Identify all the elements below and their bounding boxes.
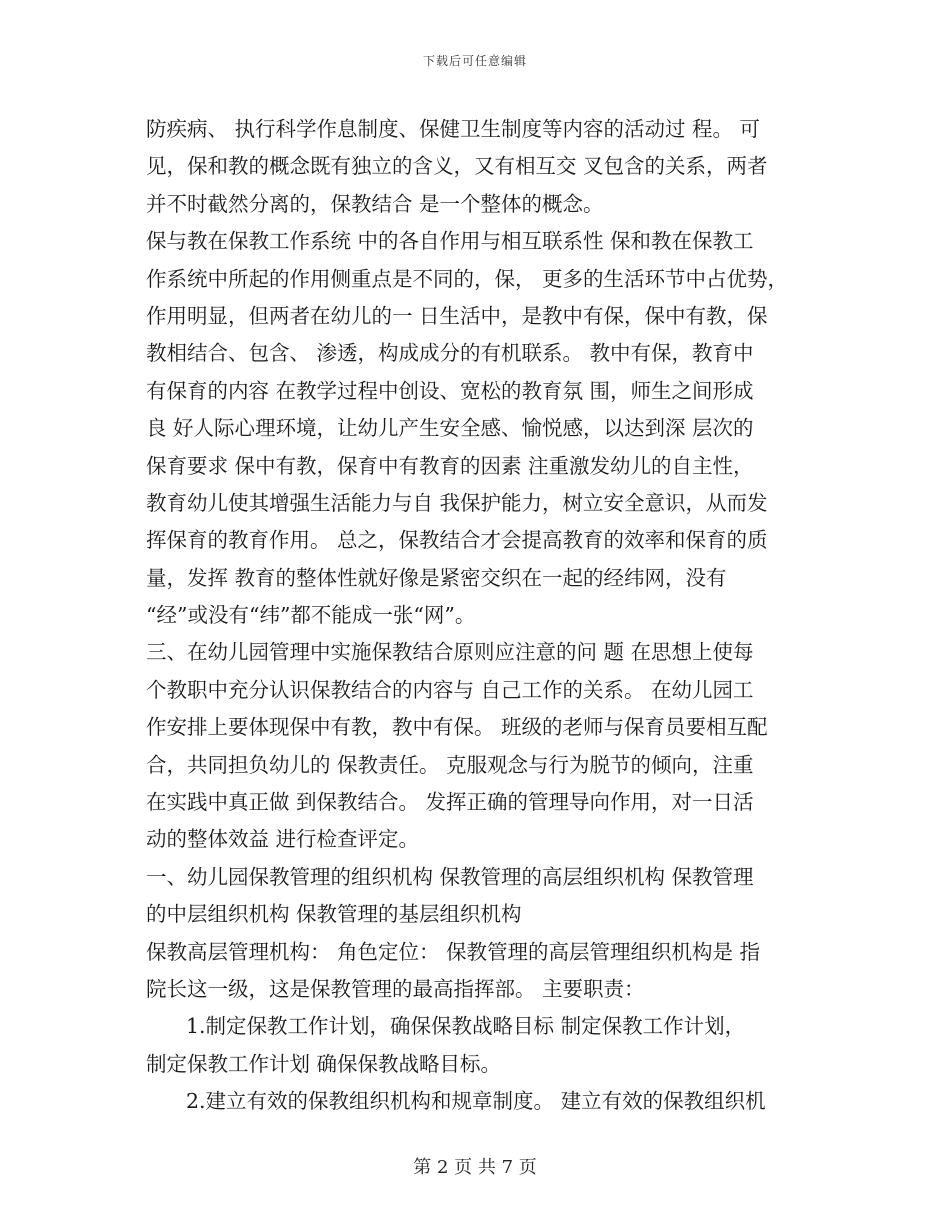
text-line: 保教高层管理机构： 角色定位： 保教管理的高层管理组织机构是 指 (146, 939, 761, 964)
text-line: 防疾病、 执行科学作息制度、保健卫生制度等内容的活动过 程。 可 (146, 117, 761, 141)
text-line: 保与教在保教工作系统 中的各自作用与相互联系性 保和教在保教工 (146, 229, 754, 254)
page-header: 下载后可任意编辑 (422, 54, 527, 68)
list-item-1: 1.制定保教工作计划，确保保教战略目标 制定保教工作计划， (186, 1014, 746, 1039)
text-line: 并不时截然分离的，保教结合 是一个整体的概念。 (146, 191, 604, 216)
text-line: 作系统中所起的作用侧重点是不同的，保， 更多的生活环节中占优势， (146, 266, 789, 291)
text-line: 教育幼儿使其增强生活能力与自 我保护能力，树立安全意识，从而发 (146, 490, 768, 515)
text-line: 在实践中真正做 到保教结合。 发挥正确的管理导向作用，对一日活 (146, 790, 754, 815)
text-line: 动的整体效益 进行检查评定。 (146, 827, 420, 852)
text-line: 制定保教工作计划 确保保教战略目标。 (146, 1051, 502, 1076)
text-line: 作安排上要体现保中有教，教中有保。 班级的老师与保育员要相互配 (146, 715, 768, 740)
text-line: 个教职中充分认识保教结合的内容与 自己工作的关系。 在幼儿园工 (146, 677, 754, 702)
text-line: 三、在幼儿园管理中实施保教结合原则应注意的问 题 在思想上使每 (146, 640, 754, 665)
text-line: 良 好人际心理环境，让幼儿产生安全感、愉悦感，以达到深 层次的 (146, 416, 754, 441)
text-line: 教相结合、包含、 渗透，构成成分的有机联系。 教中有保，教育中 (146, 341, 754, 366)
list-item-2: 2.建立有效的保教组织机构和规章制度。 建立有效的保教组织机 (186, 1089, 766, 1114)
text-line: 保育要求 保中有教，保育中有教育的因素 注重激发幼儿的自主性， (146, 453, 754, 478)
text-line: “经”或没有“纬”都不能成一张“网”。 (146, 603, 476, 628)
text-line: 挥保育的教育作用。 总之，保教结合才会提高教育的效率和保育的质 (146, 528, 768, 553)
text-line: 作用明显，但两者在幼儿的一 日生活中，是教中有保，保中有教，保 (146, 303, 768, 328)
text-line: 见，保和教的概念既有独立的含义，又有相互交 叉包含的关系，两者 (146, 154, 768, 179)
document-body (146, 111, 811, 1121)
page-number: 第 2 页 共 7 页 (413, 1157, 537, 1178)
text-line: 有保育的内容 在教学过程中创设、宽松的教育氛 围，师生之间形成 (146, 378, 754, 403)
text-line: 的中层组织机构 保教管理的基层组织机构 (146, 902, 522, 927)
text-line: 合，共同担负幼儿的 保教责任。 克服观念与行为脱节的倾向，注重 (146, 752, 754, 777)
text-line: 一、幼儿园保教管理的组织机构 保教管理的高层组织机构 保教管理 (146, 864, 754, 889)
text-line: 量，发挥 教育的整体性就好像是紧密交织在一起的经纬网，没有 (146, 565, 727, 590)
text-line: 院长这一级，这是保教管理的最高指挥部。 主要职责： (146, 976, 645, 1001)
